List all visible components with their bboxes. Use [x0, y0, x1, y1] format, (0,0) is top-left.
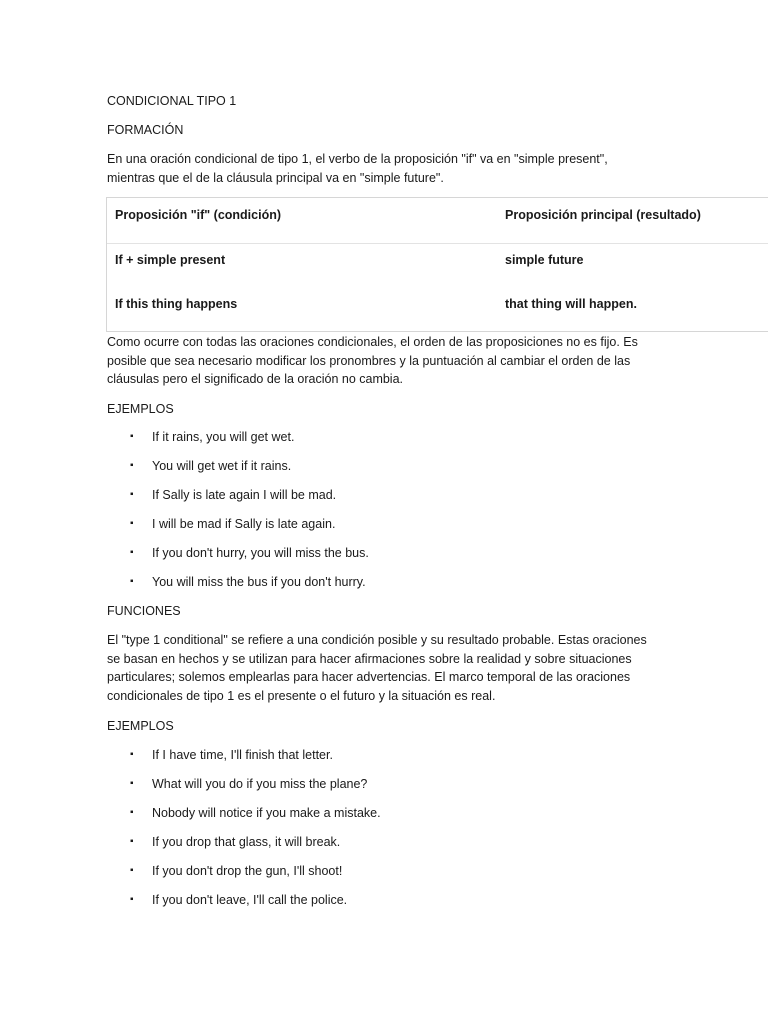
paragraph-line: cláusulas pero el significado de la oración no cambia.	[107, 372, 404, 386]
paragraph-line: En una oración condicional de tipo 1, el verbo de la proposición "if" va en "simple present",	[107, 152, 608, 166]
bullet-icon: ▪	[130, 865, 134, 876]
list-item: I will be mad if Sally is late again.	[152, 517, 336, 531]
table-cell: If this thing happens	[115, 297, 238, 311]
bullet-icon: ▪	[130, 489, 134, 500]
list-item: If you drop that glass, it will break.	[152, 835, 341, 849]
list-item: If you don't drop the gun, I'll shoot!	[152, 864, 343, 878]
paragraph-line: se basan en hechos y se utilizan para hacer afirmaciones sobre la realidad y sobre situaciones	[107, 651, 632, 666]
list-item: If it rains, you will get wet.	[152, 430, 295, 444]
ejemplos-heading: EJEMPLOS	[107, 402, 174, 416]
list-item: If Sally is late again I will be mad.	[152, 488, 337, 502]
bullet-icon: ▪	[130, 778, 134, 789]
table-cell: simple future	[505, 253, 584, 267]
bullet-icon: ▪	[130, 894, 134, 905]
list-item: What will you do if you miss the plane?	[152, 777, 368, 791]
ejemplos-heading: EJEMPLOS	[107, 719, 174, 733]
bullet-icon: ▪	[130, 807, 134, 818]
list-item: You will get wet if it rains.	[152, 459, 292, 473]
bullet-icon: ▪	[130, 836, 134, 847]
list-item: Nobody will notice if you make a mistake.	[152, 806, 381, 820]
paragraph-line: Como ocurre con todas las oraciones condicionales, el orden de las proposiciones no es fijo. Es	[107, 335, 638, 349]
table-cell: If + simple present	[115, 253, 226, 267]
table-header-cell: Proposición "if" (condición)	[115, 208, 282, 222]
list-item: You will miss the bus if you don't hurry.	[152, 575, 366, 589]
list-item: If you don't hurry, you will miss the bus.	[152, 546, 369, 560]
bullet-icon: ▪	[130, 576, 134, 587]
paragraph-line: condicionales de tipo 1 es el presente o el futuro y la situación es real.	[107, 688, 496, 703]
list-item: If I have time, I'll finish that letter.	[152, 748, 333, 762]
paragraph-line: particulares; solemos emplearlas para hacer advertencias. El marco temporal de las oraciones	[107, 670, 631, 684]
formacion-paragraph	[107, 150, 608, 187]
bullet-icon: ▪	[130, 749, 134, 760]
bullet-icon: ▪	[130, 518, 134, 529]
paragraph-line: posible que sea necesario modificar los pronombres y la puntuación al cambiar el orden de las	[107, 353, 631, 368]
conditional-table	[106, 197, 768, 332]
bullet-icon: ▪	[130, 431, 134, 442]
list-item: If you don't leave, I'll call the police.	[152, 893, 348, 907]
funciones-heading: FUNCIONES	[107, 604, 181, 618]
bullet-icon: ▪	[130, 460, 134, 471]
bullet-icon: ▪	[130, 547, 134, 558]
table-header-cell: Proposición principal (resultado)	[505, 208, 701, 222]
funciones-paragraph	[107, 631, 647, 705]
orden-paragraph	[107, 333, 638, 389]
document-title: CONDICIONAL TIPO 1	[107, 94, 237, 108]
formacion-heading: FORMACIÓN	[107, 123, 184, 137]
paragraph-line: El "type 1 conditional" se refiere a una condición posible y su resultado probable. Estas oraciones	[107, 633, 647, 647]
table-cell: that thing will happen.	[505, 297, 637, 311]
paragraph-line: mientras que el de la cláusula principal va en "simple future".	[107, 170, 444, 185]
table-header-separator	[107, 243, 768, 244]
